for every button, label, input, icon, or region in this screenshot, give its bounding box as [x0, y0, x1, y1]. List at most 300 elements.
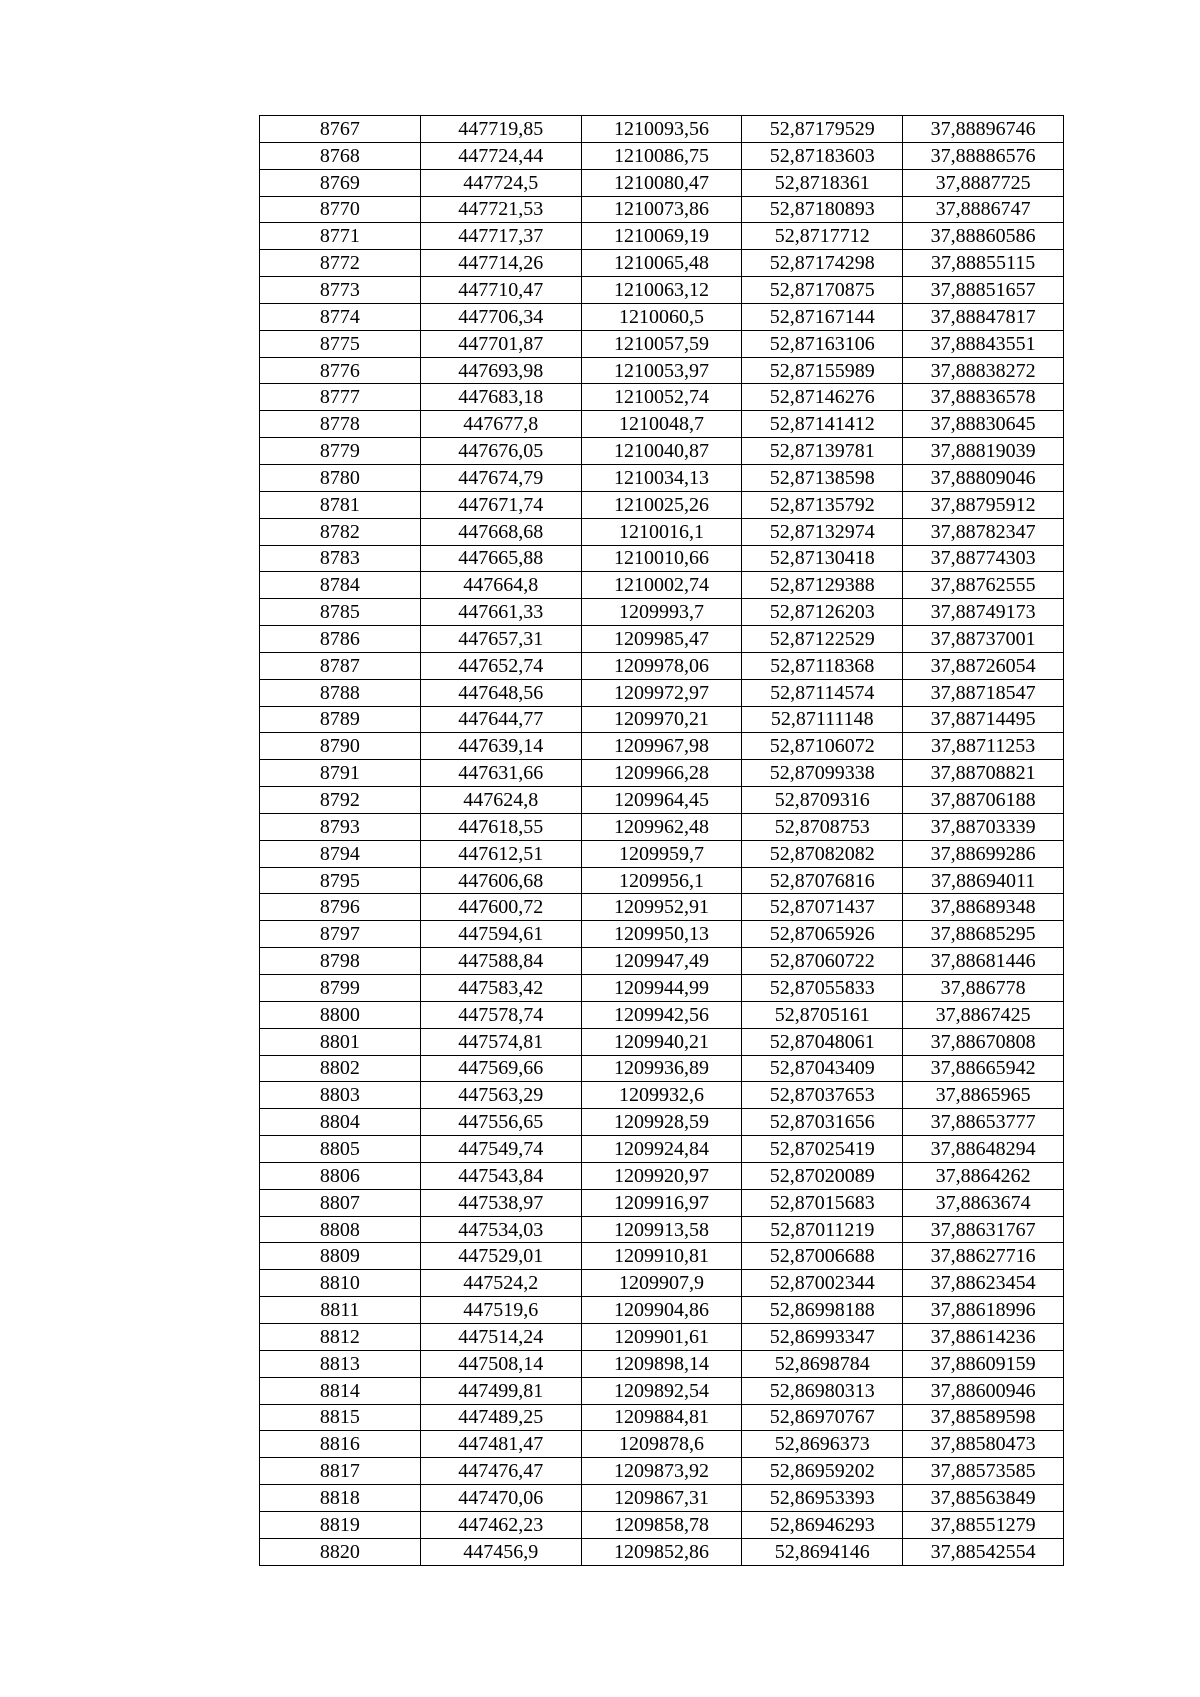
- longitude-cell: 37,88830645: [903, 411, 1064, 438]
- point-number-cell: 8772: [260, 250, 421, 277]
- longitude-cell: 37,88573585: [903, 1458, 1064, 1485]
- y-coordinate-cell: 1209904,86: [581, 1297, 742, 1324]
- latitude-cell: 52,87141412: [742, 411, 903, 438]
- longitude-cell: 37,88749173: [903, 599, 1064, 626]
- point-number-cell: 8809: [260, 1243, 421, 1270]
- table-row: [260, 1377, 1064, 1404]
- longitude-cell: 37,88762555: [903, 572, 1064, 599]
- x-coordinate-cell: 447569,66: [420, 1055, 581, 1082]
- x-coordinate-cell: 447508,14: [420, 1350, 581, 1377]
- latitude-cell: 52,86959202: [742, 1458, 903, 1485]
- latitude-cell: 52,87111148: [742, 706, 903, 733]
- table-row: [260, 679, 1064, 706]
- table-row: [260, 169, 1064, 196]
- latitude-cell: 52,87179529: [742, 116, 903, 143]
- y-coordinate-cell: 1209932,6: [581, 1082, 742, 1109]
- latitude-cell: 52,87180893: [742, 196, 903, 223]
- y-coordinate-cell: 1210025,26: [581, 491, 742, 518]
- table-row: [260, 1243, 1064, 1270]
- point-number-cell: 8777: [260, 384, 421, 411]
- longitude-cell: 37,88718547: [903, 679, 1064, 706]
- longitude-cell: 37,88836578: [903, 384, 1064, 411]
- x-coordinate-cell: 447549,74: [420, 1136, 581, 1163]
- x-coordinate-cell: 447470,06: [420, 1485, 581, 1512]
- longitude-cell: 37,8863674: [903, 1189, 1064, 1216]
- table-row: [260, 411, 1064, 438]
- y-coordinate-cell: 1210057,59: [581, 330, 742, 357]
- latitude-cell: 52,86946293: [742, 1511, 903, 1538]
- latitude-cell: 52,87099338: [742, 760, 903, 787]
- y-coordinate-cell: 1210016,1: [581, 518, 742, 545]
- latitude-cell: 52,86998188: [742, 1297, 903, 1324]
- x-coordinate-cell: 447563,29: [420, 1082, 581, 1109]
- table-row: [260, 1538, 1064, 1565]
- table-row: [260, 921, 1064, 948]
- point-number-cell: 8793: [260, 813, 421, 840]
- table-row: [260, 787, 1064, 814]
- table-row: [260, 250, 1064, 277]
- longitude-cell: 37,88886576: [903, 142, 1064, 169]
- point-number-cell: 8785: [260, 599, 421, 626]
- x-coordinate-cell: 447652,74: [420, 652, 581, 679]
- x-coordinate-cell: 447706,34: [420, 303, 581, 330]
- x-coordinate-cell: 447639,14: [420, 733, 581, 760]
- latitude-cell: 52,87183603: [742, 142, 903, 169]
- point-number-cell: 8784: [260, 572, 421, 599]
- table-row: [260, 545, 1064, 572]
- point-number-cell: 8816: [260, 1431, 421, 1458]
- point-number-cell: 8788: [260, 679, 421, 706]
- longitude-cell: 37,88726054: [903, 652, 1064, 679]
- longitude-cell: 37,8865965: [903, 1082, 1064, 1109]
- latitude-cell: 52,87002344: [742, 1270, 903, 1297]
- longitude-cell: 37,88681446: [903, 948, 1064, 975]
- longitude-cell: 37,88600946: [903, 1377, 1064, 1404]
- y-coordinate-cell: 1209940,21: [581, 1028, 742, 1055]
- y-coordinate-cell: 1209952,91: [581, 894, 742, 921]
- latitude-cell: 52,87037653: [742, 1082, 903, 1109]
- x-coordinate-cell: 447665,88: [420, 545, 581, 572]
- x-coordinate-cell: 447677,8: [420, 411, 581, 438]
- y-coordinate-cell: 1209924,84: [581, 1136, 742, 1163]
- latitude-cell: 52,87167144: [742, 303, 903, 330]
- latitude-cell: 52,87071437: [742, 894, 903, 921]
- longitude-cell: 37,88795912: [903, 491, 1064, 518]
- point-number-cell: 8798: [260, 948, 421, 975]
- y-coordinate-cell: 1209959,7: [581, 840, 742, 867]
- latitude-cell: 52,87146276: [742, 384, 903, 411]
- table-row: [260, 1189, 1064, 1216]
- x-coordinate-cell: 447721,53: [420, 196, 581, 223]
- longitude-cell: 37,88838272: [903, 357, 1064, 384]
- latitude-cell: 52,87060722: [742, 948, 903, 975]
- y-coordinate-cell: 1209913,58: [581, 1216, 742, 1243]
- latitude-cell: 52,87031656: [742, 1109, 903, 1136]
- longitude-cell: 37,88589598: [903, 1404, 1064, 1431]
- x-coordinate-cell: 447661,33: [420, 599, 581, 626]
- x-coordinate-cell: 447612,51: [420, 840, 581, 867]
- longitude-cell: 37,88627716: [903, 1243, 1064, 1270]
- latitude-cell: 52,86953393: [742, 1485, 903, 1512]
- point-number-cell: 8810: [260, 1270, 421, 1297]
- latitude-cell: 52,87129388: [742, 572, 903, 599]
- longitude-cell: 37,88703339: [903, 813, 1064, 840]
- y-coordinate-cell: 1210002,74: [581, 572, 742, 599]
- latitude-cell: 52,8717712: [742, 223, 903, 250]
- y-coordinate-cell: 1210063,12: [581, 277, 742, 304]
- table-row: [260, 626, 1064, 653]
- latitude-cell: 52,87082082: [742, 840, 903, 867]
- longitude-cell: 37,88714495: [903, 706, 1064, 733]
- point-number-cell: 8778: [260, 411, 421, 438]
- point-number-cell: 8802: [260, 1055, 421, 1082]
- point-number-cell: 8807: [260, 1189, 421, 1216]
- x-coordinate-cell: 447657,31: [420, 626, 581, 653]
- table-row: [260, 277, 1064, 304]
- point-number-cell: 8817: [260, 1458, 421, 1485]
- latitude-cell: 52,87011219: [742, 1216, 903, 1243]
- latitude-cell: 52,87163106: [742, 330, 903, 357]
- x-coordinate-cell: 447624,8: [420, 787, 581, 814]
- point-number-cell: 8782: [260, 518, 421, 545]
- x-coordinate-cell: 447524,2: [420, 1270, 581, 1297]
- table-row: [260, 975, 1064, 1002]
- x-coordinate-cell: 447701,87: [420, 330, 581, 357]
- x-coordinate-cell: 447606,68: [420, 867, 581, 894]
- longitude-cell: 37,88670808: [903, 1028, 1064, 1055]
- point-number-cell: 8803: [260, 1082, 421, 1109]
- latitude-cell: 52,87122529: [742, 626, 903, 653]
- point-number-cell: 8820: [260, 1538, 421, 1565]
- y-coordinate-cell: 1209970,21: [581, 706, 742, 733]
- longitude-cell: 37,88665942: [903, 1055, 1064, 1082]
- y-coordinate-cell: 1209898,14: [581, 1350, 742, 1377]
- x-coordinate-cell: 447578,74: [420, 1001, 581, 1028]
- x-coordinate-cell: 447644,77: [420, 706, 581, 733]
- latitude-cell: 52,87135792: [742, 491, 903, 518]
- x-coordinate-cell: 447714,26: [420, 250, 581, 277]
- y-coordinate-cell: 1209978,06: [581, 652, 742, 679]
- y-coordinate-cell: 1209950,13: [581, 921, 742, 948]
- longitude-cell: 37,88809046: [903, 464, 1064, 491]
- latitude-cell: 52,8709316: [742, 787, 903, 814]
- longitude-cell: 37,8887725: [903, 169, 1064, 196]
- table-row: [260, 1485, 1064, 1512]
- point-number-cell: 8813: [260, 1350, 421, 1377]
- y-coordinate-cell: 1209985,47: [581, 626, 742, 653]
- latitude-cell: 52,87130418: [742, 545, 903, 572]
- point-number-cell: 8775: [260, 330, 421, 357]
- latitude-cell: 52,86993347: [742, 1323, 903, 1350]
- coordinates-table-body: [260, 116, 1064, 1566]
- point-number-cell: 8800: [260, 1001, 421, 1028]
- y-coordinate-cell: 1210060,5: [581, 303, 742, 330]
- point-number-cell: 8799: [260, 975, 421, 1002]
- latitude-cell: 52,87055833: [742, 975, 903, 1002]
- y-coordinate-cell: 1210040,87: [581, 438, 742, 465]
- y-coordinate-cell: 1210052,74: [581, 384, 742, 411]
- x-coordinate-cell: 447543,84: [420, 1162, 581, 1189]
- y-coordinate-cell: 1209944,99: [581, 975, 742, 1002]
- x-coordinate-cell: 447671,74: [420, 491, 581, 518]
- table-row: [260, 357, 1064, 384]
- point-number-cell: 8792: [260, 787, 421, 814]
- longitude-cell: 37,88689348: [903, 894, 1064, 921]
- latitude-cell: 52,87138598: [742, 464, 903, 491]
- y-coordinate-cell: 1210093,56: [581, 116, 742, 143]
- table-row: [260, 1082, 1064, 1109]
- y-coordinate-cell: 1209892,54: [581, 1377, 742, 1404]
- y-coordinate-cell: 1209993,7: [581, 599, 742, 626]
- latitude-cell: 52,87048061: [742, 1028, 903, 1055]
- latitude-cell: 52,87076816: [742, 867, 903, 894]
- longitude-cell: 37,88551279: [903, 1511, 1064, 1538]
- point-number-cell: 8818: [260, 1485, 421, 1512]
- table-row: [260, 1216, 1064, 1243]
- y-coordinate-cell: 1210048,7: [581, 411, 742, 438]
- point-number-cell: 8795: [260, 867, 421, 894]
- longitude-cell: 37,88855115: [903, 250, 1064, 277]
- point-number-cell: 8769: [260, 169, 421, 196]
- table-row: [260, 894, 1064, 921]
- x-coordinate-cell: 447489,25: [420, 1404, 581, 1431]
- x-coordinate-cell: 447710,47: [420, 277, 581, 304]
- y-coordinate-cell: 1210086,75: [581, 142, 742, 169]
- table-row: [260, 1028, 1064, 1055]
- y-coordinate-cell: 1209956,1: [581, 867, 742, 894]
- x-coordinate-cell: 447556,65: [420, 1109, 581, 1136]
- x-coordinate-cell: 447583,42: [420, 975, 581, 1002]
- table-row: [260, 223, 1064, 250]
- point-number-cell: 8804: [260, 1109, 421, 1136]
- table-row: [260, 1055, 1064, 1082]
- table-row: [260, 1323, 1064, 1350]
- point-number-cell: 8814: [260, 1377, 421, 1404]
- coordinates-table: [259, 115, 1064, 1566]
- y-coordinate-cell: 1210010,66: [581, 545, 742, 572]
- y-coordinate-cell: 1209910,81: [581, 1243, 742, 1270]
- table-row: [260, 652, 1064, 679]
- x-coordinate-cell: 447588,84: [420, 948, 581, 975]
- x-coordinate-cell: 447717,37: [420, 223, 581, 250]
- latitude-cell: 52,87015683: [742, 1189, 903, 1216]
- point-number-cell: 8811: [260, 1297, 421, 1324]
- point-number-cell: 8812: [260, 1323, 421, 1350]
- latitude-cell: 52,8698784: [742, 1350, 903, 1377]
- table-row: [260, 1109, 1064, 1136]
- latitude-cell: 52,86980313: [742, 1377, 903, 1404]
- table-row: [260, 116, 1064, 143]
- longitude-cell: 37,88609159: [903, 1350, 1064, 1377]
- longitude-cell: 37,886778: [903, 975, 1064, 1002]
- table-row: [260, 196, 1064, 223]
- longitude-cell: 37,88711253: [903, 733, 1064, 760]
- latitude-cell: 52,87118368: [742, 652, 903, 679]
- longitude-cell: 37,88542554: [903, 1538, 1064, 1565]
- point-number-cell: 8779: [260, 438, 421, 465]
- x-coordinate-cell: 447600,72: [420, 894, 581, 921]
- latitude-cell: 52,8718361: [742, 169, 903, 196]
- y-coordinate-cell: 1210073,86: [581, 196, 742, 223]
- table-row: [260, 518, 1064, 545]
- table-row: [260, 867, 1064, 894]
- longitude-cell: 37,88653777: [903, 1109, 1064, 1136]
- table-row: [260, 303, 1064, 330]
- point-number-cell: 8774: [260, 303, 421, 330]
- point-number-cell: 8787: [260, 652, 421, 679]
- latitude-cell: 52,8694146: [742, 1538, 903, 1565]
- x-coordinate-cell: 447476,47: [420, 1458, 581, 1485]
- longitude-cell: 37,88699286: [903, 840, 1064, 867]
- longitude-cell: 37,88847817: [903, 303, 1064, 330]
- latitude-cell: 52,87043409: [742, 1055, 903, 1082]
- longitude-cell: 37,88843551: [903, 330, 1064, 357]
- y-coordinate-cell: 1209852,86: [581, 1538, 742, 1565]
- x-coordinate-cell: 447724,5: [420, 169, 581, 196]
- latitude-cell: 52,86970767: [742, 1404, 903, 1431]
- y-coordinate-cell: 1209936,89: [581, 1055, 742, 1082]
- y-coordinate-cell: 1209962,48: [581, 813, 742, 840]
- point-number-cell: 8796: [260, 894, 421, 921]
- table-row: [260, 733, 1064, 760]
- y-coordinate-cell: 1209964,45: [581, 787, 742, 814]
- longitude-cell: 37,88860586: [903, 223, 1064, 250]
- point-number-cell: 8781: [260, 491, 421, 518]
- longitude-cell: 37,88706188: [903, 787, 1064, 814]
- x-coordinate-cell: 447538,97: [420, 1189, 581, 1216]
- longitude-cell: 37,8864262: [903, 1162, 1064, 1189]
- latitude-cell: 52,87020089: [742, 1162, 903, 1189]
- y-coordinate-cell: 1209901,61: [581, 1323, 742, 1350]
- table-row: [260, 948, 1064, 975]
- latitude-cell: 52,87025419: [742, 1136, 903, 1163]
- point-number-cell: 8767: [260, 116, 421, 143]
- table-row: [260, 330, 1064, 357]
- y-coordinate-cell: 1209884,81: [581, 1404, 742, 1431]
- table-row: [260, 760, 1064, 787]
- x-coordinate-cell: 447618,55: [420, 813, 581, 840]
- point-number-cell: 8794: [260, 840, 421, 867]
- latitude-cell: 52,8708753: [742, 813, 903, 840]
- y-coordinate-cell: 1209947,49: [581, 948, 742, 975]
- x-coordinate-cell: 447519,6: [420, 1297, 581, 1324]
- latitude-cell: 52,87114574: [742, 679, 903, 706]
- longitude-cell: 37,88694011: [903, 867, 1064, 894]
- point-number-cell: 8806: [260, 1162, 421, 1189]
- latitude-cell: 52,8696373: [742, 1431, 903, 1458]
- latitude-cell: 52,8705161: [742, 1001, 903, 1028]
- table-row: [260, 1404, 1064, 1431]
- point-number-cell: 8808: [260, 1216, 421, 1243]
- x-coordinate-cell: 447594,61: [420, 921, 581, 948]
- table-row: [260, 438, 1064, 465]
- point-number-cell: 8786: [260, 626, 421, 653]
- point-number-cell: 8819: [260, 1511, 421, 1538]
- x-coordinate-cell: 447481,47: [420, 1431, 581, 1458]
- y-coordinate-cell: 1210080,47: [581, 169, 742, 196]
- y-coordinate-cell: 1209966,28: [581, 760, 742, 787]
- y-coordinate-cell: 1209916,97: [581, 1189, 742, 1216]
- point-number-cell: 8789: [260, 706, 421, 733]
- x-coordinate-cell: 447499,81: [420, 1377, 581, 1404]
- latitude-cell: 52,87155989: [742, 357, 903, 384]
- x-coordinate-cell: 447683,18: [420, 384, 581, 411]
- y-coordinate-cell: 1209867,31: [581, 1485, 742, 1512]
- x-coordinate-cell: 447724,44: [420, 142, 581, 169]
- longitude-cell: 37,88631767: [903, 1216, 1064, 1243]
- table-row: [260, 1297, 1064, 1324]
- table-row: [260, 142, 1064, 169]
- point-number-cell: 8805: [260, 1136, 421, 1163]
- table-row: [260, 572, 1064, 599]
- x-coordinate-cell: 447668,68: [420, 518, 581, 545]
- longitude-cell: 37,88819039: [903, 438, 1064, 465]
- latitude-cell: 52,87174298: [742, 250, 903, 277]
- longitude-cell: 37,88618996: [903, 1297, 1064, 1324]
- longitude-cell: 37,88851657: [903, 277, 1064, 304]
- x-coordinate-cell: 447456,9: [420, 1538, 581, 1565]
- y-coordinate-cell: 1210053,97: [581, 357, 742, 384]
- x-coordinate-cell: 447719,85: [420, 116, 581, 143]
- point-number-cell: 8773: [260, 277, 421, 304]
- point-number-cell: 8780: [260, 464, 421, 491]
- x-coordinate-cell: 447664,8: [420, 572, 581, 599]
- table-row: [260, 1270, 1064, 1297]
- point-number-cell: 8815: [260, 1404, 421, 1431]
- longitude-cell: 37,88648294: [903, 1136, 1064, 1163]
- longitude-cell: 37,88614236: [903, 1323, 1064, 1350]
- y-coordinate-cell: 1209873,92: [581, 1458, 742, 1485]
- longitude-cell: 37,88896746: [903, 116, 1064, 143]
- y-coordinate-cell: 1209967,98: [581, 733, 742, 760]
- y-coordinate-cell: 1210069,19: [581, 223, 742, 250]
- longitude-cell: 37,8886747: [903, 196, 1064, 223]
- latitude-cell: 52,87065926: [742, 921, 903, 948]
- x-coordinate-cell: 447674,79: [420, 464, 581, 491]
- latitude-cell: 52,87139781: [742, 438, 903, 465]
- longitude-cell: 37,8867425: [903, 1001, 1064, 1028]
- longitude-cell: 37,88774303: [903, 545, 1064, 572]
- x-coordinate-cell: 447631,66: [420, 760, 581, 787]
- table-row: [260, 464, 1064, 491]
- point-number-cell: 8771: [260, 223, 421, 250]
- y-coordinate-cell: 1209878,6: [581, 1431, 742, 1458]
- x-coordinate-cell: 447534,03: [420, 1216, 581, 1243]
- table-row: [260, 1350, 1064, 1377]
- latitude-cell: 52,87006688: [742, 1243, 903, 1270]
- table-row: [260, 384, 1064, 411]
- longitude-cell: 37,88685295: [903, 921, 1064, 948]
- x-coordinate-cell: 447676,05: [420, 438, 581, 465]
- table-row: [260, 491, 1064, 518]
- point-number-cell: 8783: [260, 545, 421, 572]
- latitude-cell: 52,87132974: [742, 518, 903, 545]
- x-coordinate-cell: 447693,98: [420, 357, 581, 384]
- x-coordinate-cell: 447574,81: [420, 1028, 581, 1055]
- y-coordinate-cell: 1209858,78: [581, 1511, 742, 1538]
- x-coordinate-cell: 447462,23: [420, 1511, 581, 1538]
- longitude-cell: 37,88737001: [903, 626, 1064, 653]
- table-row: [260, 1511, 1064, 1538]
- y-coordinate-cell: 1209920,97: [581, 1162, 742, 1189]
- y-coordinate-cell: 1210065,48: [581, 250, 742, 277]
- table-row: [260, 1136, 1064, 1163]
- table-row: [260, 840, 1064, 867]
- y-coordinate-cell: 1209942,56: [581, 1001, 742, 1028]
- point-number-cell: 8768: [260, 142, 421, 169]
- table-row: [260, 1162, 1064, 1189]
- table-row: [260, 706, 1064, 733]
